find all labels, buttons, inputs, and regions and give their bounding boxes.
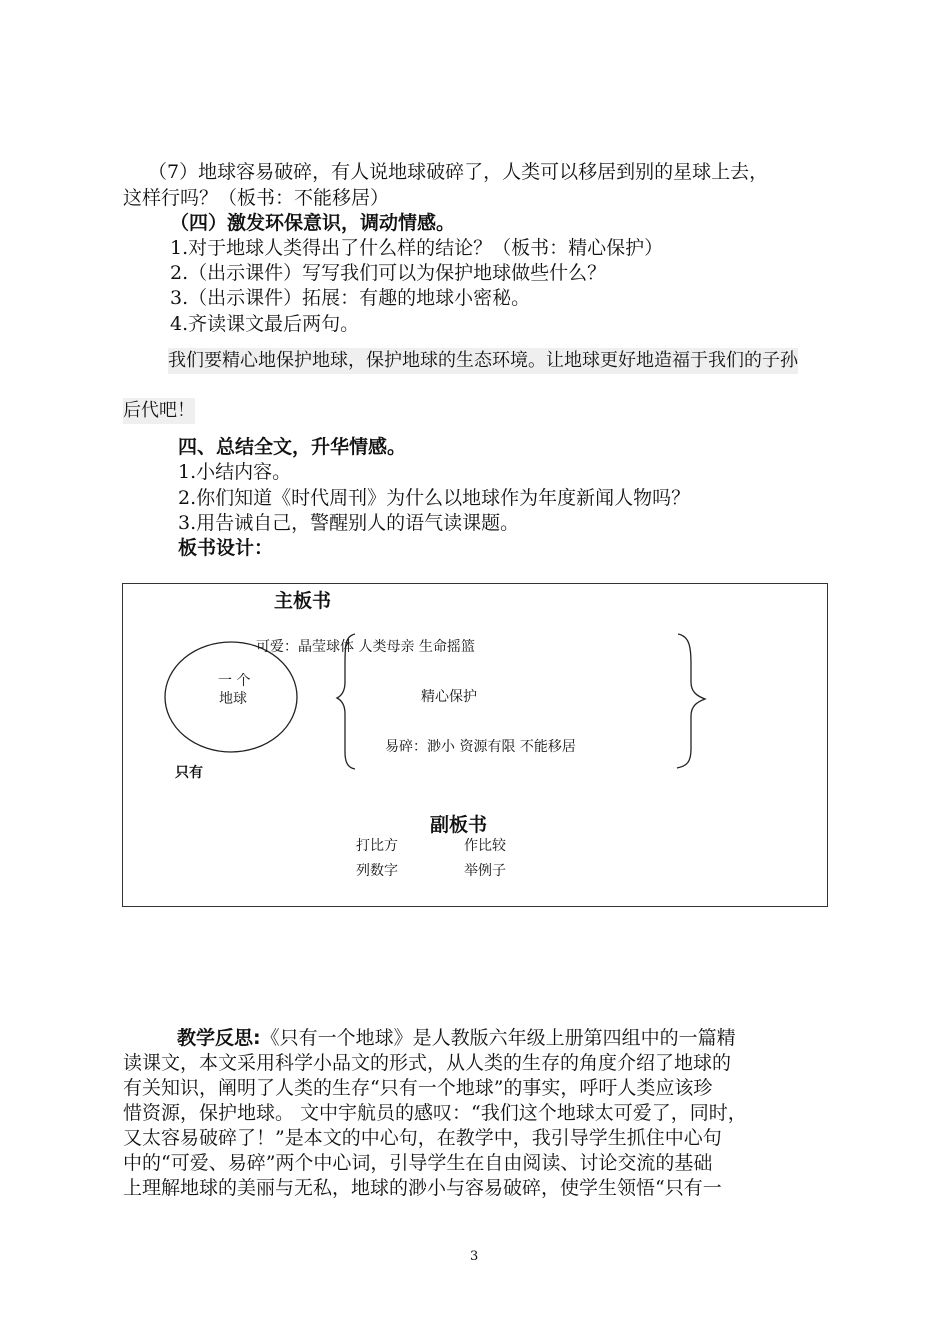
quote-line1: 我们要精心地保护地球，保护地球的生态环境。让地球更好地造福于我们的子孙: [168, 348, 798, 374]
quote-line2: 后代吧！: [123, 398, 195, 424]
reflection-first-line: [123, 1026, 836, 1051]
list-item: 2.（出示课件）写写我们可以为保护地球做些什么？: [170, 262, 607, 284]
list-item: 3.用告诫自己，警醒别人的语气读课题。: [178, 512, 520, 534]
board-design-box: [122, 583, 828, 907]
circle-text-bottom: 地球: [219, 691, 247, 707]
list-item: 4.齐读课文最后两句。: [170, 313, 360, 335]
reflection-line: 上理解地球的美丽与无私，地球的渺小与容易破碎，使学生领悟“只有一: [123, 1177, 722, 1199]
reflection-line: 有关知识，阐明了人类的生存“只有一个地球”的事实，呼吁人类应该珍: [123, 1077, 713, 1099]
board-line-protect: 精心保护: [421, 689, 477, 705]
reflection-line: 惜资源，保护地球。 文中宇航员的感叹：“我们这个地球太可爱了，同时，: [123, 1102, 747, 1124]
heading-section-4: （四）激发环保意识，调动情感。: [170, 212, 456, 234]
circle-text-top: 一 个: [218, 673, 251, 689]
right-brace: [677, 634, 705, 768]
sub-board-title: 副板书: [430, 814, 488, 836]
board-line-cute: 可爱：晶莹球体 人类母亲 生命摇篮: [256, 639, 475, 655]
heading-summary: 四、总结全文，升华情感。: [178, 436, 407, 458]
board-line-fragile: 易碎：渺小 资源有限 不能移居: [385, 739, 576, 755]
below-circle-text: 只有: [175, 765, 203, 781]
heading-board-design: 板书设计：: [178, 537, 274, 559]
sub-board-item: 打比方: [356, 838, 398, 854]
reflection-line: 中的“可爱、易碎”两个中心词，引导学生在自由阅读、讨论交流的基础: [123, 1152, 713, 1174]
list-item: 3.（出示课件）拓展：有趣的地球小密秘。: [170, 287, 531, 309]
sub-board-item: 举例子: [464, 863, 506, 879]
paragraph-7-line1: （7）地球容易破碎，有人说地球破碎了，人类可以移居到别的星球上去，: [148, 161, 769, 183]
reflection-line: 又太容易破碎了！”是本文的中心句，在教学中，我引导学生抓住中心句: [123, 1127, 722, 1149]
list-item: 1.对于地球人类得出了什么样的结论？（板书：精心保护）: [170, 237, 664, 259]
reflection-line1: 《只有一个地球》是人教版六年级上册第四组中的一篇精: [260, 1027, 736, 1049]
main-board-title: 主板书: [274, 590, 332, 612]
reflection-label: 教学反思:: [177, 1027, 261, 1049]
list-item: 2.你们知道《时代周刊》为什么以地球作为年度新闻人物吗？: [178, 487, 691, 509]
list-item: 1.小结内容。: [178, 461, 292, 483]
sub-board-item: 作比较: [464, 838, 506, 854]
page-number: 3: [470, 1249, 479, 1264]
paragraph-7-line2: 这样行吗？（板书：不能移居）: [123, 187, 390, 209]
sub-board-item: 列数字: [356, 863, 398, 879]
reflection-line: 读课文，本文采用科学小品文的形式，从人类的生存的角度介绍了地球的: [123, 1052, 732, 1074]
